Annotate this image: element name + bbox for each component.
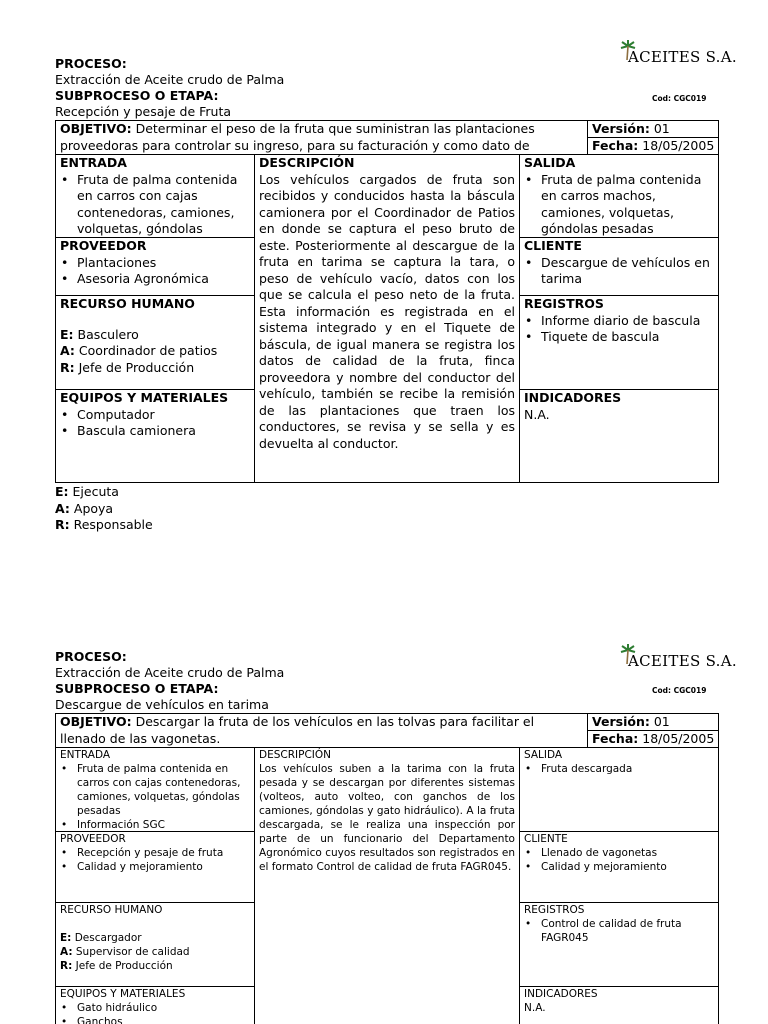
subproceso-value: Recepción y pesaje de Fruta <box>55 104 232 119</box>
subproceso-label: SUBPROCESO O ETAPA: <box>55 681 219 696</box>
recurso-value: Descargador <box>74 932 142 944</box>
cliente-label: CLIENTE <box>524 833 568 845</box>
document-code: Cod: CGC019 <box>652 94 707 103</box>
recurso-value: Jefe de Producción <box>78 359 195 375</box>
objetivo-cell <box>56 714 588 748</box>
cliente-item: • Llenado de vagonetas <box>520 846 718 860</box>
equipos-cell <box>56 987 255 1024</box>
recurso-value: Jefe de Producción <box>75 960 173 972</box>
descripcion-text: Los vehículos suben a la tarima con la fruta pesada y se descargan por diferentes sistemas (volteos, auto volteo, con ganchos de los camiones, góndolas y gato hidráulico). A la fruta descargada, se le realiza una inspección por parte de un funcionario del Departamento Agronómico cuyos resultados son registrados en el formato Control de calidad de fruta FAGR045. <box>259 763 515 873</box>
logo-text: ACEITES S.A. <box>628 48 737 66</box>
descripcion-cell <box>255 748 520 1024</box>
registros-item: • Informe diario de bascula <box>520 313 718 330</box>
equipos-item: • Ganchos <box>56 1015 254 1024</box>
fecha-label: Fecha: <box>592 731 639 746</box>
proveedor-label: PROVEEDOR <box>60 833 126 845</box>
equipos-item: • Bascula camionera <box>56 423 254 440</box>
indicadores-value: N.A. <box>524 406 550 422</box>
registros-cell <box>520 903 718 987</box>
subproceso-label: SUBPROCESO O ETAPA: <box>55 88 219 103</box>
descripcion-label: DESCRIPCIÓN <box>259 749 331 761</box>
recurso-key: A: <box>60 946 73 958</box>
registros-label: REGISTROS <box>524 296 604 311</box>
descripcion-text: Los vehículos cargados de fruta son recibidos y conducidos hasta la báscula camionera por el Coordinador de Patios en donde se captura el peso bruto de este. Posteriormente al descargue de la fruta en tarima se captura la tara, o peso de vehículo vacío, datos con los que se calcula el peso neto de la fruta. Esta información es registrada en el sistema integrado y en el Tiquete de báscula, de igual manera se registra los datos de calidad de la fruta, finca proveedora y nombre del conductor del vehículo, también se recibe la remisión de las plantaciones que traen los conductores, se revisa y se sella y es devuelta al conductor. <box>259 171 515 451</box>
proveedor-label: PROVEEDOR <box>60 238 147 253</box>
salida-item: • Fruta de palma contenida en carros machos, camiones, volquetas, góndolas pesadas <box>520 172 718 238</box>
fecha-label: Fecha: <box>592 138 639 153</box>
equipos-item: • Gato hidráulico <box>56 1001 254 1015</box>
company-logo <box>620 650 737 672</box>
version-value: 01 <box>653 714 670 729</box>
entrada-label: ENTRADA <box>60 155 127 170</box>
equipos-label: EQUIPOS Y MATERIALES <box>60 988 186 1000</box>
salida-label: SALIDA <box>524 749 563 761</box>
recurso-key: E: <box>60 326 74 342</box>
process-table <box>55 713 719 1024</box>
fecha-value: 18/05/2005 <box>642 138 715 153</box>
proceso-label: PROCESO: <box>55 56 127 71</box>
entrada-cell <box>56 748 255 832</box>
version-label: Versión: <box>592 714 650 729</box>
proveedor-item: • Asesoria Agronómica <box>56 271 254 288</box>
recurso-humano-cell <box>56 903 255 987</box>
recurso-label: RECURSO HUMANO <box>60 296 195 311</box>
proveedor-item: • Recepción y pesaje de fruta <box>56 846 254 860</box>
equipos-item: • Computador <box>56 407 254 424</box>
entrada-item: • Información SGC <box>56 818 254 832</box>
recurso-key: A: <box>60 343 75 358</box>
objetivo-label: OBJETIVO: <box>60 714 132 729</box>
indicadores-value: N.A. <box>524 1002 546 1014</box>
subproceso-value: Descargue de vehículos en tarima <box>55 697 269 712</box>
legend-value: Responsable <box>73 517 153 532</box>
proveedor-item: • Plantaciones <box>56 255 254 272</box>
equipos-label: EQUIPOS Y MATERIALES <box>60 390 229 405</box>
salida-cell <box>520 748 718 832</box>
registros-label: REGISTROS <box>524 904 585 916</box>
proveedor-cell <box>56 832 255 903</box>
recurso-label: RECURSO HUMANO <box>60 904 163 916</box>
recurso-key: R: <box>60 960 73 972</box>
entrada-label: ENTRADA <box>60 749 111 761</box>
entrada-item: • Fruta de palma contenida en carros con cajas contenedoras, camiones, volquetas, góndolas <box>56 172 254 238</box>
recurso-key: E: <box>60 932 72 944</box>
fecha-cell <box>588 731 718 748</box>
version-label: Versión: <box>592 121 650 136</box>
recurso-value: Basculero <box>77 326 139 342</box>
objetivo-text: Determinar el peso de la fruta que suministran las plantaciones proveedoras para controlar su ingreso, para su facturación y como dato de <box>60 121 535 153</box>
recurso-value: Supervisor de calidad <box>75 946 190 958</box>
recurso-row <box>56 931 254 945</box>
legend-value: Ejecuta <box>72 484 119 499</box>
proveedor-item: • Calidad y mejoramiento <box>56 860 254 874</box>
registros-item: • Control de calidad de fruta FAGR045 <box>520 917 718 945</box>
legend-key: R: <box>55 517 70 532</box>
cliente-cell <box>520 832 718 903</box>
proceso-label: PROCESO: <box>55 649 127 664</box>
proceso-value: Extracción de Aceite crudo de Palma <box>55 665 285 680</box>
descripcion-label: DESCRIPCIÓN <box>259 155 355 170</box>
version-value: 01 <box>653 121 670 136</box>
recurso-row <box>56 945 254 959</box>
salida-item: • Fruta descargada <box>520 762 718 776</box>
cliente-item: • Calidad y mejoramiento <box>520 860 718 874</box>
legend-key: E: <box>55 484 69 499</box>
indicadores-label: INDICADORES <box>524 390 622 405</box>
version-cell <box>588 714 718 731</box>
cliente-label: CLIENTE <box>524 238 582 253</box>
recurso-value: Coordinador de patios <box>78 343 218 358</box>
proceso-value: Extracción de Aceite crudo de Palma <box>55 72 285 87</box>
recurso-row <box>56 959 254 973</box>
objetivo-label: OBJETIVO: <box>60 121 132 136</box>
legend-key: A: <box>55 500 70 516</box>
indicadores-cell <box>520 987 718 1024</box>
entrada-item: • Fruta de palma contenida en carros con cajas contenedoras, camiones, volquetas, góndolas pesadas <box>56 762 254 818</box>
salida-label: SALIDA <box>524 155 576 170</box>
registros-item: • Tiquete de bascula <box>520 329 718 346</box>
legend-value: Apoya <box>73 500 114 516</box>
objetivo-text: Descargar la fruta de los vehículos en las tolvas para facilitar el llenado de las vagonetas. <box>60 714 535 746</box>
document-code: Cod: CGC019 <box>652 686 707 695</box>
fecha-value: 18/05/2005 <box>642 731 715 746</box>
logo-text: ACEITES S.A. <box>628 652 737 670</box>
indicadores-label: INDICADORES <box>524 988 598 1000</box>
cliente-item: • Descargue de vehículos en tarima <box>520 255 718 288</box>
recurso-key: R: <box>60 359 75 375</box>
